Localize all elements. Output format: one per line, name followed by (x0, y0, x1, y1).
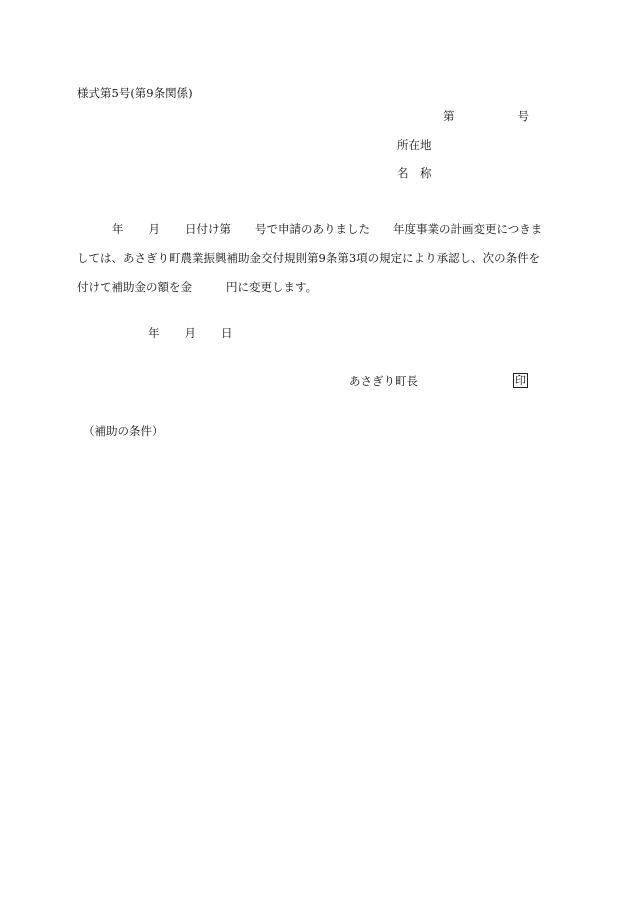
body-month: 月 (148, 222, 160, 236)
amount-head: 付けて補助金の額を金 (77, 280, 192, 294)
amount-tail: 円に変更します。 (226, 280, 318, 294)
form-title: 様式第5号(第9条関係) (77, 86, 193, 100)
issuer-title: あさぎり町長 (349, 374, 418, 388)
body-rest: 年度事業の計画変更につきま (393, 222, 543, 236)
body-number: 号で申請のありました (255, 222, 370, 236)
date-day: 日 (221, 326, 233, 340)
body-line-3 (77, 280, 317, 294)
body-line-2: しては、あさぎり町農業振興補助金交付規則第9条第3項の規定により承認し、次の条件を (77, 251, 541, 265)
body-day: 日付け第 (185, 222, 231, 236)
doc-number-suffix: 号 (517, 109, 529, 123)
date-line (148, 326, 233, 340)
body-year: 年 (112, 222, 124, 236)
name-label: 名 称 (397, 166, 432, 180)
document-number (443, 109, 529, 123)
conditions-heading: （補助の条件） (83, 424, 164, 438)
doc-number-prefix: 第 (443, 109, 455, 123)
date-month: 月 (184, 326, 196, 340)
body-line-1 (112, 222, 542, 236)
location-label: 所在地 (397, 138, 432, 152)
date-year: 年 (148, 326, 160, 340)
seal-icon: 印 (515, 374, 526, 387)
seal-mark (513, 373, 528, 388)
